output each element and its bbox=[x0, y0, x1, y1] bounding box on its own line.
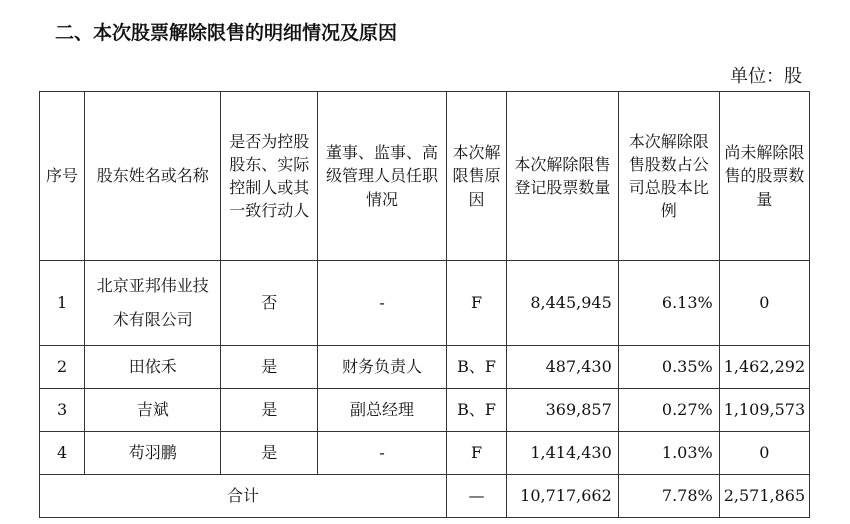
cell-controller: 否 bbox=[221, 261, 318, 346]
total-remaining: 2,571,865 bbox=[719, 475, 809, 518]
cell-role: - bbox=[318, 432, 447, 475]
total-row bbox=[40, 475, 810, 518]
cell-remaining: 0 bbox=[719, 261, 809, 346]
restricted-shares-table bbox=[39, 91, 810, 518]
total-ratio: 7.78% bbox=[618, 475, 719, 518]
header-role: 董事、监事、高级管理人员任职情况 bbox=[318, 92, 447, 261]
cell-ratio: 1.03% bbox=[618, 432, 719, 475]
cell-ratio: 0.27% bbox=[618, 389, 719, 432]
cell-controller: 是 bbox=[221, 346, 318, 389]
table-row bbox=[40, 432, 810, 475]
cell-qty: 487,430 bbox=[507, 346, 619, 389]
header-controller: 是否为控股股东、实际控制人或其一致行动人 bbox=[221, 92, 318, 261]
cell-role: 副总经理 bbox=[318, 389, 447, 432]
unit-label: 单位：股 bbox=[730, 66, 802, 87]
cell-reason: B、F bbox=[446, 389, 506, 432]
table-row bbox=[40, 261, 810, 346]
cell-ratio: 0.35% bbox=[618, 346, 719, 389]
cell-ratio: 6.13% bbox=[618, 261, 719, 346]
cell-name: 苟羽鹏 bbox=[85, 432, 221, 475]
cell-role: 财务负责人 bbox=[318, 346, 447, 389]
cell-reason: B、F bbox=[446, 346, 506, 389]
cell-name: 北京亚邦伟业技术有限公司 bbox=[85, 261, 221, 346]
cell-name: 吉斌 bbox=[85, 389, 221, 432]
table-row bbox=[40, 346, 810, 389]
total-label: 合计 bbox=[40, 475, 447, 518]
header-row bbox=[40, 92, 810, 261]
header-ratio: 本次解除限售股数占公司总股本比例 bbox=[618, 92, 719, 261]
cell-role: - bbox=[318, 261, 447, 346]
header-qty: 本次解除限售登记股票数量 bbox=[507, 92, 619, 261]
header-remaining: 尚未解除限售的股票数量 bbox=[719, 92, 809, 261]
cell-controller: 是 bbox=[221, 432, 318, 475]
cell-no: 4 bbox=[40, 432, 85, 475]
cell-remaining: 1,462,292 bbox=[719, 346, 809, 389]
cell-remaining: 0 bbox=[719, 432, 809, 475]
table-row bbox=[40, 389, 810, 432]
header-reason: 本次解限售原因 bbox=[446, 92, 506, 261]
cell-qty: 369,857 bbox=[507, 389, 619, 432]
cell-no: 1 bbox=[40, 261, 85, 346]
cell-remaining: 1,109,573 bbox=[719, 389, 809, 432]
cell-no: 2 bbox=[40, 346, 85, 389]
header-name: 股东姓名或名称 bbox=[85, 92, 221, 261]
header-no: 序号 bbox=[40, 92, 85, 261]
total-qty: 10,717,662 bbox=[507, 475, 619, 518]
section-heading: 二、本次股票解除限售的明细情况及原因 bbox=[55, 22, 398, 44]
cell-no: 3 bbox=[40, 389, 85, 432]
cell-qty: 8,445,945 bbox=[507, 261, 619, 346]
cell-name: 田依禾 bbox=[85, 346, 221, 389]
cell-reason: F bbox=[446, 261, 506, 346]
total-reason: — bbox=[446, 475, 506, 518]
cell-qty: 1,414,430 bbox=[507, 432, 619, 475]
cell-reason: F bbox=[446, 432, 506, 475]
cell-controller: 是 bbox=[221, 389, 318, 432]
